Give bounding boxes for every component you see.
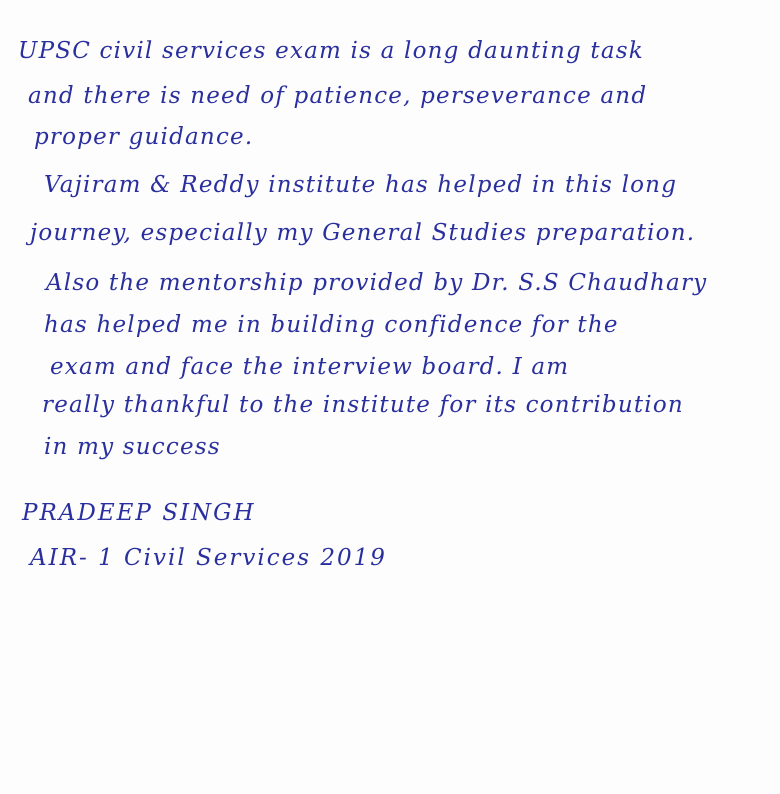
note-line: in my success	[44, 434, 221, 460]
note-line: Vajiram & Reddy institute has helped in this long	[44, 172, 678, 198]
note-line: has helped me in building confidence for the	[44, 312, 619, 338]
note-line: proper guidance.	[34, 124, 254, 150]
note-line: Also the mentorship provided by Dr. S.S Chaudhary	[46, 270, 708, 296]
note-line: journey, especially my General Studies preparation.	[30, 220, 696, 246]
signature-name: PRADEEP SINGH	[22, 500, 256, 526]
note-line: and there is need of patience, perseverance and	[28, 83, 648, 109]
signature-rank: AIR- 1 Civil Services 2019	[30, 545, 387, 571]
note-line: UPSC civil services exam is a long daunting task	[18, 38, 644, 64]
note-line: really thankful to the institute for its contribution	[42, 392, 684, 418]
note-line: exam and face the interview board. I am	[50, 354, 570, 380]
